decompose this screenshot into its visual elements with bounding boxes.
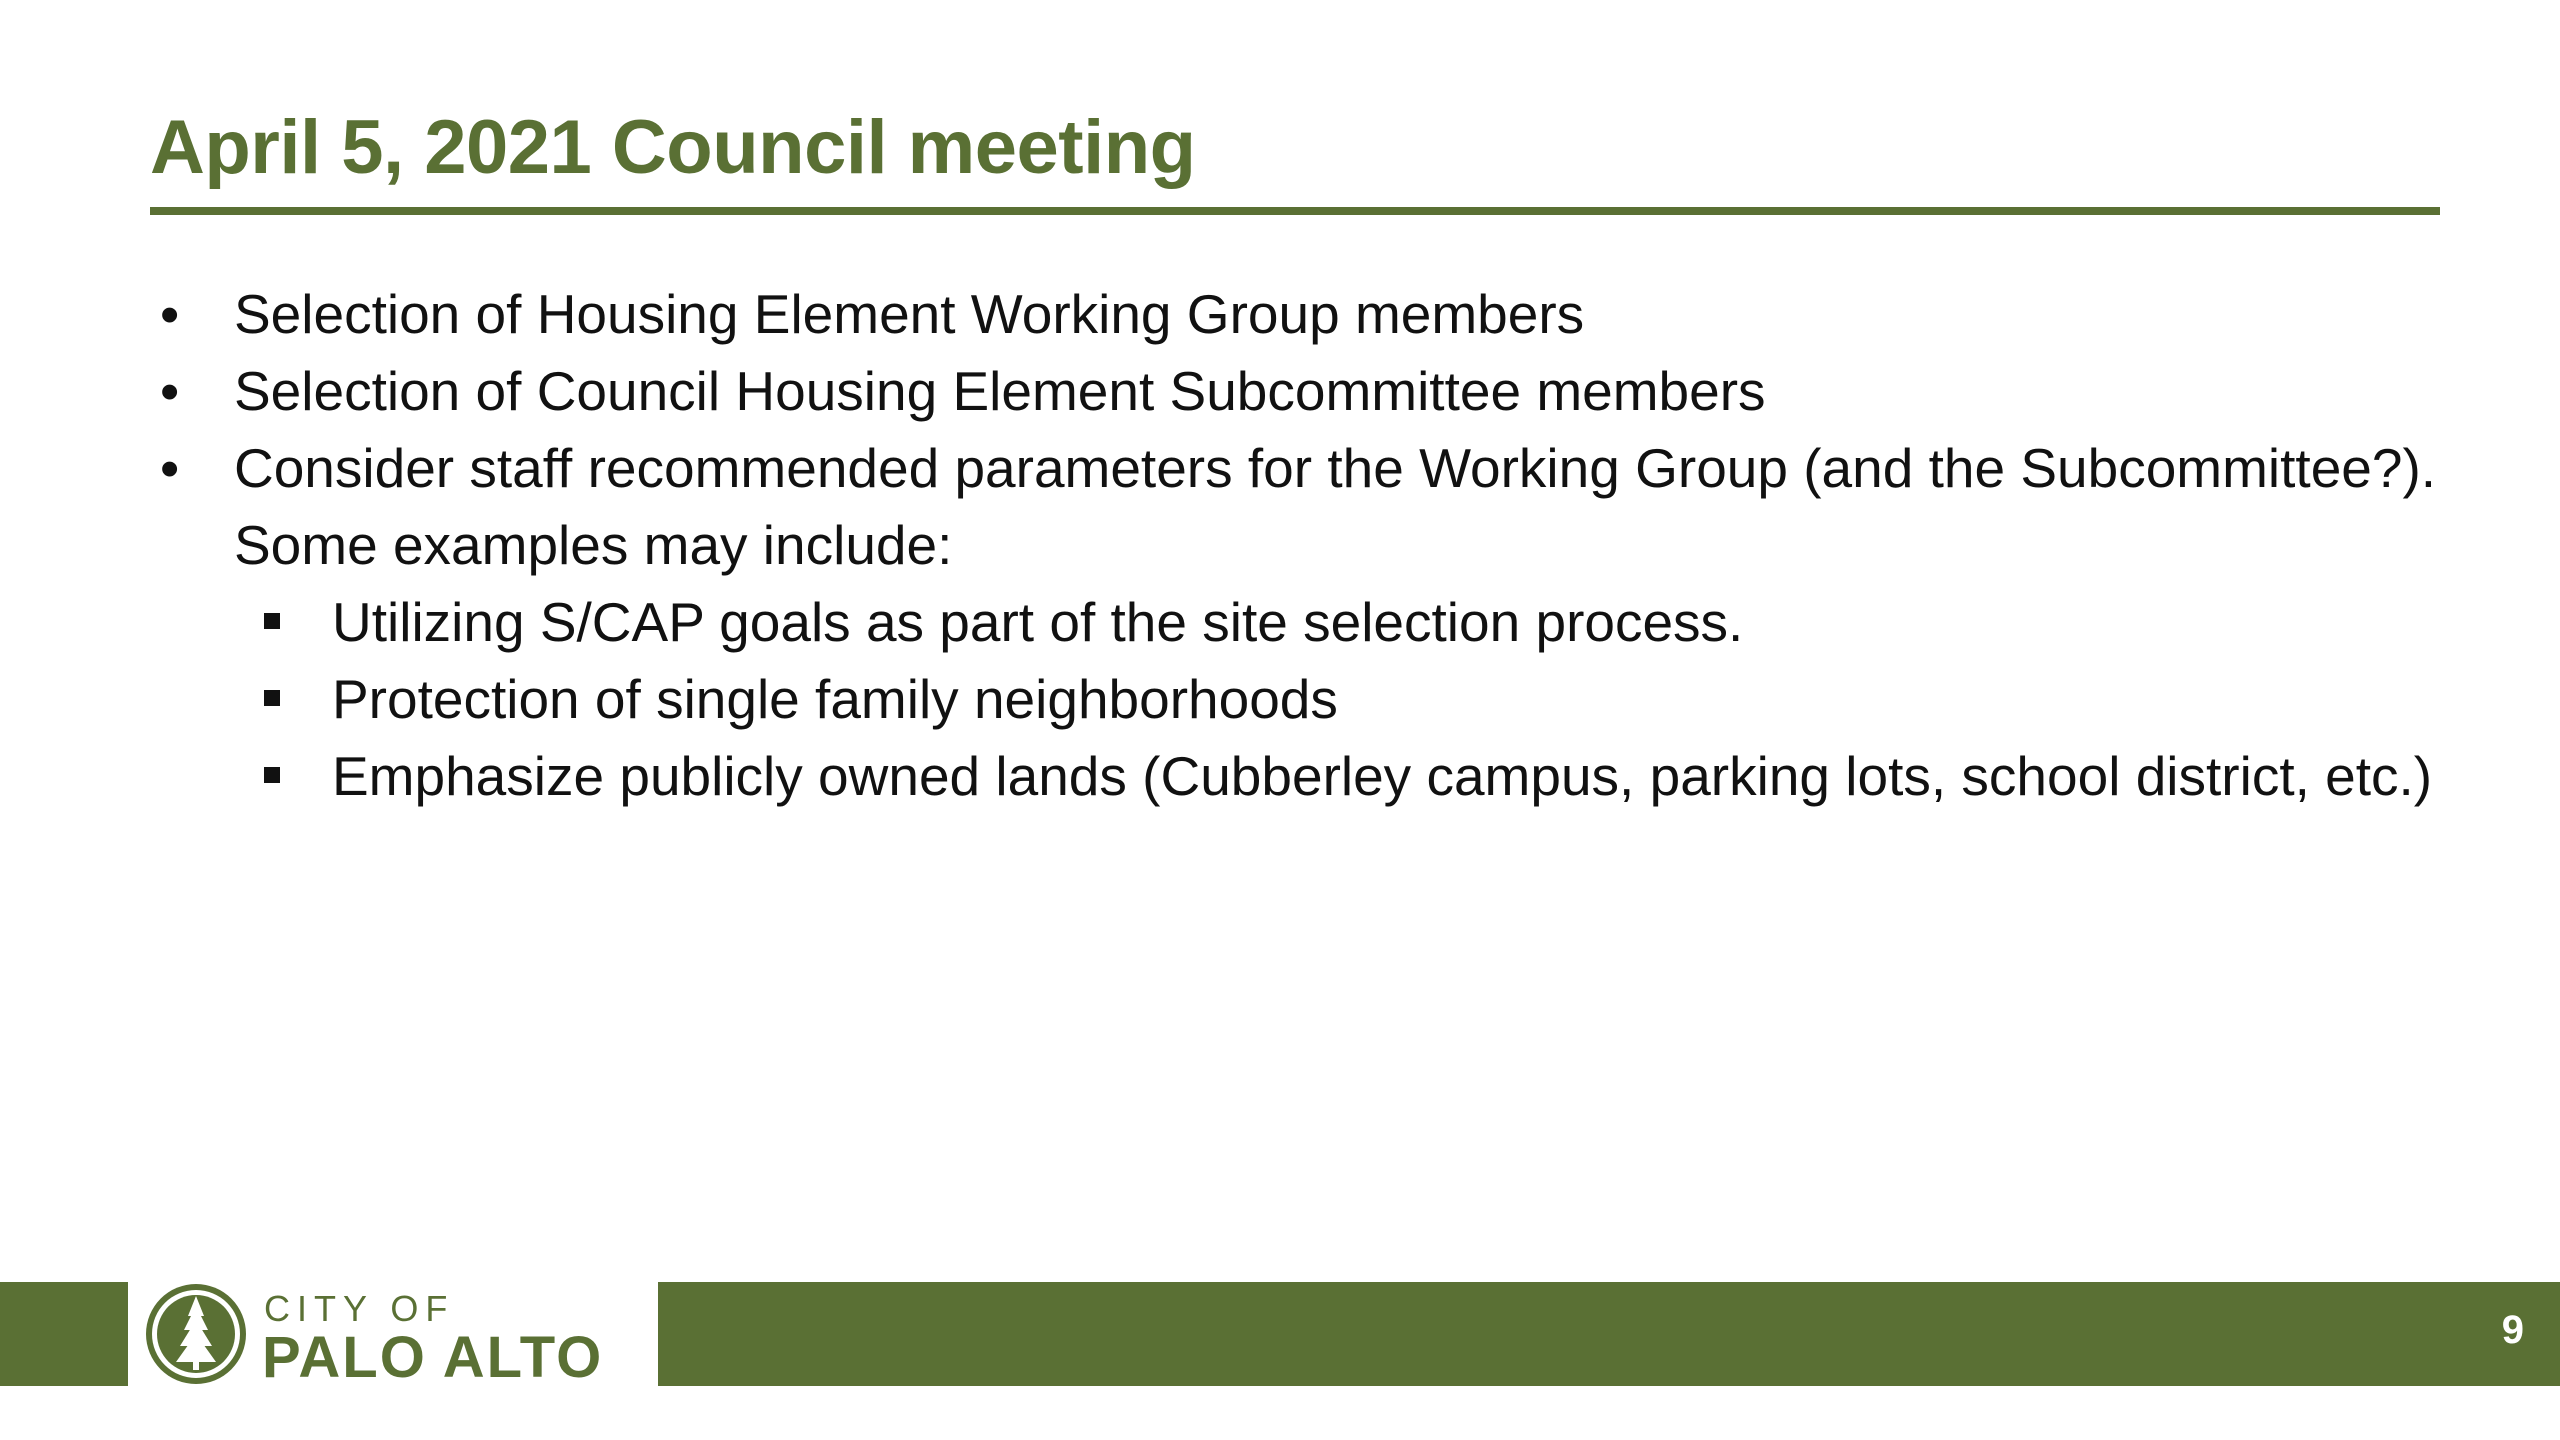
sub-bullet-text: Protection of single family neighborhoods <box>332 668 1338 730</box>
slide-content <box>150 276 2450 815</box>
bullet-list <box>150 276 2450 815</box>
bullet-item <box>150 353 2450 430</box>
sub-bullet-text: Utilizing S/CAP goals as part of the site selection process. <box>332 591 1744 653</box>
square-bullet-icon <box>264 690 280 706</box>
city-logo <box>140 1278 650 1390</box>
footer-bar-left <box>0 1282 128 1386</box>
logo-city-of: CITY OF <box>264 1288 455 1329</box>
sub-bullet-item <box>150 584 2450 661</box>
title-underline <box>150 207 2440 215</box>
page-number: 9 <box>2501 1308 2524 1352</box>
bullet-dot-icon: • <box>160 360 180 422</box>
bullet-item <box>150 276 2450 353</box>
bullet-dot-icon: • <box>160 437 180 499</box>
bullet-text: Consider staff recommended parameters for the Working Group (and the Subcommittee?). Some examples may include: <box>234 437 2437 576</box>
sub-bullet-group <box>150 584 2450 815</box>
sub-bullet-text: Emphasize publicly owned lands (Cubberley campus, parking lots, school district, etc.) <box>332 745 2433 807</box>
bullet-text: Selection of Housing Element Working Group members <box>234 283 1585 345</box>
slide-title: April 5, 2021 Council meeting <box>150 105 1196 190</box>
sub-bullet-item <box>150 661 2450 738</box>
sub-bullet-list <box>150 584 2450 815</box>
square-bullet-icon <box>264 613 280 629</box>
logo-palo-alto: PALO ALTO <box>262 1325 604 1390</box>
square-bullet-icon <box>264 767 280 783</box>
sub-bullet-item <box>150 738 2450 815</box>
bullet-dot-icon: • <box>160 283 180 345</box>
bullet-text: Selection of Council Housing Element Subcommittee members <box>234 360 1766 422</box>
footer-bar-right <box>658 1282 2560 1386</box>
tree-seal-icon <box>144 1282 248 1386</box>
bullet-item <box>150 430 2450 584</box>
